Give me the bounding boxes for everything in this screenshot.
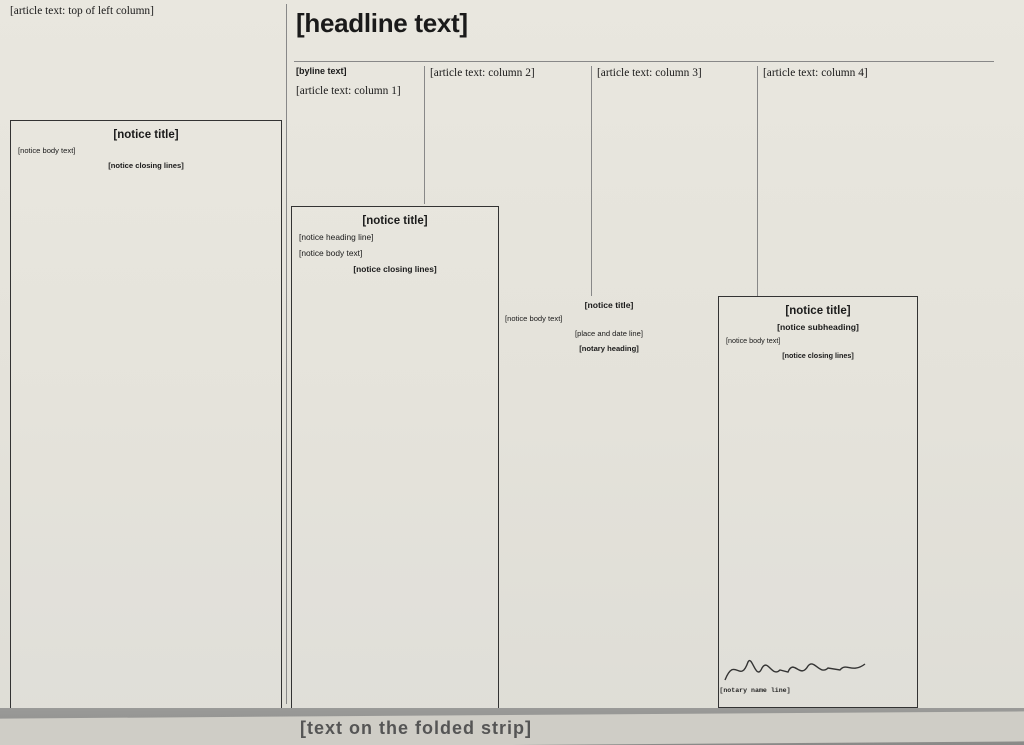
article-text: [article text: column 2] (430, 67, 535, 79)
notice-body: [notice body text] (299, 248, 363, 258)
byline: [byline text] (296, 66, 347, 76)
notice-body: [notice body text] (18, 146, 76, 155)
edicto-notificacion-left (10, 120, 282, 710)
notice-footer: [notice closing lines] (782, 350, 854, 360)
column-divider (757, 66, 758, 296)
notice-title: [notice title] (584, 300, 634, 310)
article-text: [article text: column 4] (763, 67, 868, 79)
left-article-continuation (10, 4, 278, 114)
notice-body: [notice body text] (505, 314, 563, 323)
notice-title: [notice title] (362, 215, 428, 227)
column-divider (424, 66, 425, 204)
article-column-1 (296, 84, 420, 206)
notice-date: [place and date line] (575, 329, 643, 339)
page-headline: [headline text] (296, 8, 468, 38)
notice-footer: [notice closing lines] (108, 161, 184, 171)
left-article-text: [article text: top of left column] (10, 5, 154, 17)
article-text: [article text: column 1] (296, 85, 401, 97)
column-divider (286, 4, 287, 704)
notice-body: [notice body text] (726, 336, 781, 345)
notice-footer: [notice closing lines] (353, 264, 437, 274)
notice-title: [notice title] (113, 129, 179, 141)
article-column-3 (597, 66, 753, 296)
edicto-notificacion-middle (291, 206, 499, 710)
article-text: [article text: column 3] (597, 67, 702, 79)
aviso-notarial (505, 300, 713, 600)
notary-name-line: [notary name line] (719, 687, 791, 694)
article-column-4 (763, 66, 913, 296)
notice-title: [notice title] (785, 305, 851, 317)
notice-subheading: [notice subheading] (777, 322, 859, 332)
notice-intro: [notice heading line] (299, 232, 374, 242)
edicto-remate (718, 296, 918, 708)
notary-heading: [notary heading] (579, 344, 639, 354)
column-divider (591, 66, 592, 296)
headline-divider (294, 61, 994, 62)
strip-mirrored-text: [text on the folded strip] (300, 718, 532, 738)
